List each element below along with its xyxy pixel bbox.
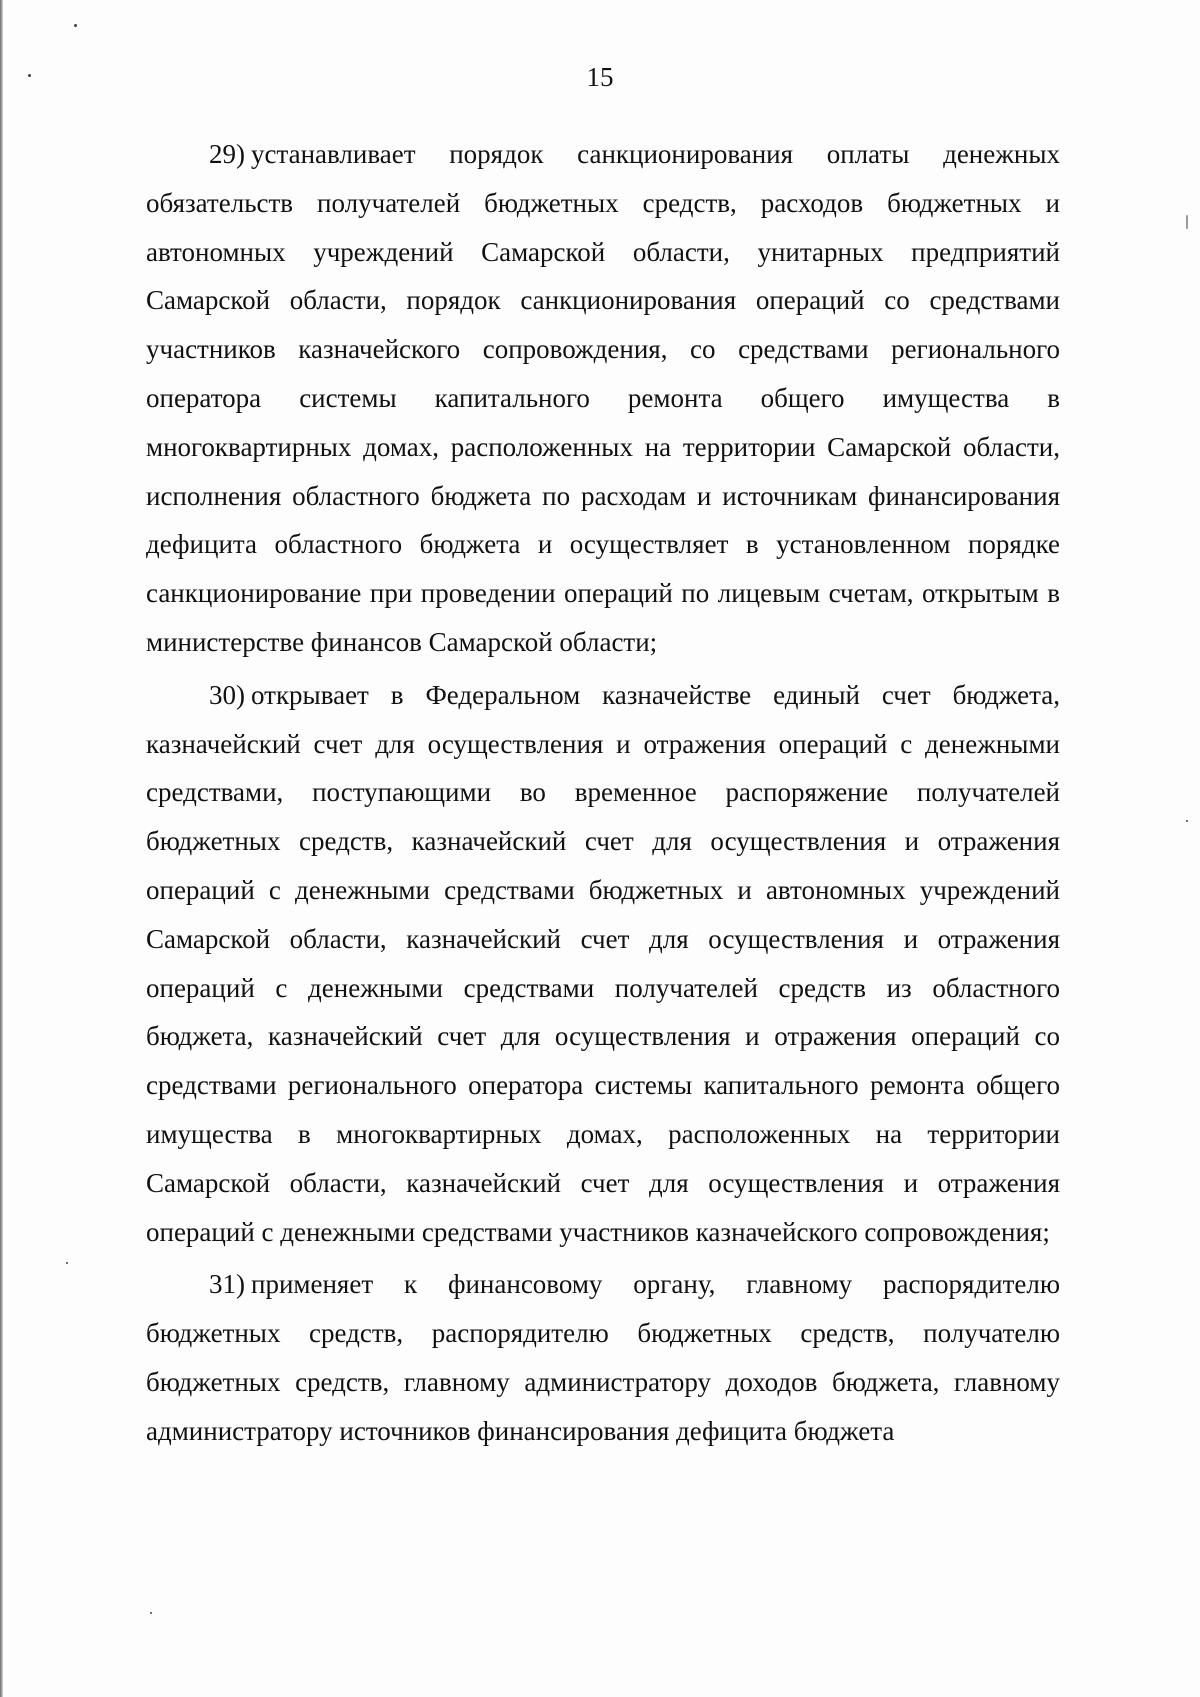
scan-edge	[0, 0, 3, 1697]
item-text: устанавливает порядок санкционирования оплаты денежных обязательств получателей бюджетных средств, расходов бюджетных и автономных учреждений Самарской области, унитарных предприятий Самарской области, порядок санкционирования операций со средствами участников казначейского сопровождения, со средствами регионального оператора системы капитального ремонта общего имущества в многоквартирных домах, расположенных на территории Самарской области, исполнения областного бюджета по расходам и источникам финансирования дефицита областного бюджета и осуществляет в установленном порядке санкционирование при проведении операций по лицевым счетам, открытым в министерстве финансов Самарской области;	[146, 139, 1060, 657]
list-item	[146, 130, 1060, 667]
list-item	[146, 1260, 1060, 1455]
scan-speck	[1186, 820, 1188, 822]
scan-speck	[28, 74, 31, 77]
page-number: 15	[586, 62, 614, 92]
item-number: 29)	[209, 139, 245, 169]
item-number: 30)	[209, 679, 245, 710]
scan-speck	[74, 24, 77, 27]
document-body	[146, 130, 1060, 1460]
item-text: открывает в Федеральном казначействе единый счет бюджета, казначейский счет для осуществления и отражения операций с денежными средствами, поступающими во временное распоряжение получателей бюджетных средств, казначейский счет для осуществления и отражения операций с денежными средствами бюджетных и автономных учреждений Самарской области, казначейский счет для осуществления и отражения операций с денежными средствами получателей средств из областного бюджета, казначейский счет для осуществления и отражения операций со средствами регионального оператора системы капитального ремонта общего имущества в многоквартирных домах, расположенных на территории Самарской области, казначейский счет для осуществления и отражения операций с денежными средствами участников казначейского сопровождения;	[146, 679, 1060, 1247]
scan-speck	[150, 1612, 152, 1614]
scan-speck	[66, 1262, 68, 1264]
item-text: применяет к финансовому органу, главному распорядителю бюджетных средств, распорядителю бюджетных средств, получателю бюджетных средств, главному администратору доходов бюджета, главному администратору источников финансирования дефицита бюджета	[146, 1269, 1060, 1446]
item-number: 31)	[209, 1269, 245, 1300]
scan-speck	[1186, 215, 1188, 229]
list-item	[146, 671, 1060, 1257]
